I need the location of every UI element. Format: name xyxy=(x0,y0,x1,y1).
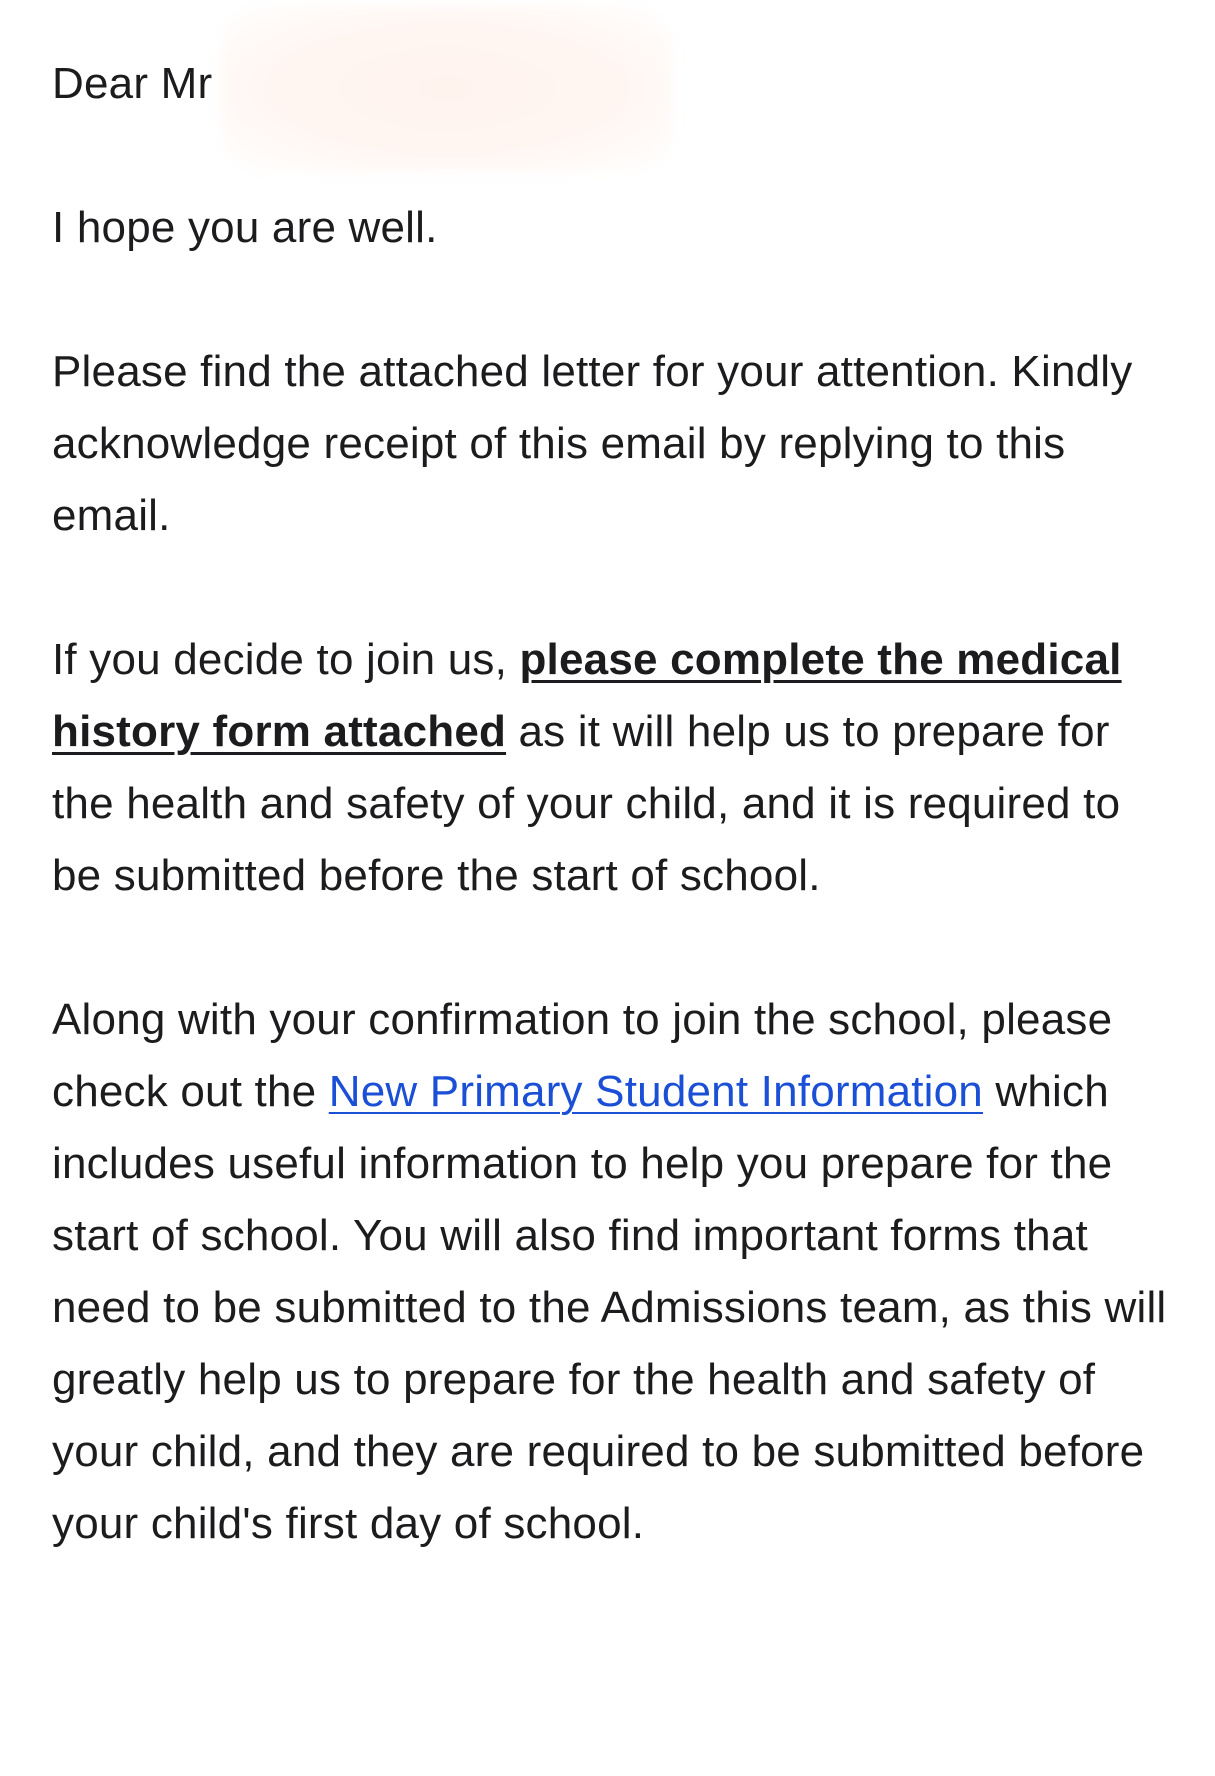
email-body xyxy=(52,48,1172,1632)
greeting-text: Dear Mr xyxy=(52,59,213,108)
info-text-after: which includes useful information to help you prepare for the start of school. You will also find important forms that need to be submitted to the Admissions team, as this will greatly help us to prepare for the health and safety of your child, and they are required to be submitted before your child's first day of school. xyxy=(52,1067,1167,1548)
medical-form-emphasis: please complete the medical history form attached xyxy=(52,635,1122,756)
greeting-line xyxy=(52,48,1172,120)
opening-line: I hope you are well. xyxy=(52,203,438,252)
redacted-name-blur xyxy=(222,6,672,171)
attachment-paragraph: Please find the attached letter for your attention. Kindly acknowledge receipt of this email by replying to this email. xyxy=(52,347,1133,540)
medical-text-before: If you decide to join us, xyxy=(52,635,520,684)
medical-text-after: as it will help us to prepare for the health and safety of your child, and it is required to be submitted before the start of school. xyxy=(52,707,1121,900)
student-info-paragraph xyxy=(52,984,1172,1560)
info-text-before: Along with your confirmation to join the school, please check out the xyxy=(52,995,1113,1116)
medical-form-paragraph xyxy=(52,624,1172,912)
new-primary-student-info-link[interactable]: New Primary Student Information xyxy=(328,1067,983,1116)
